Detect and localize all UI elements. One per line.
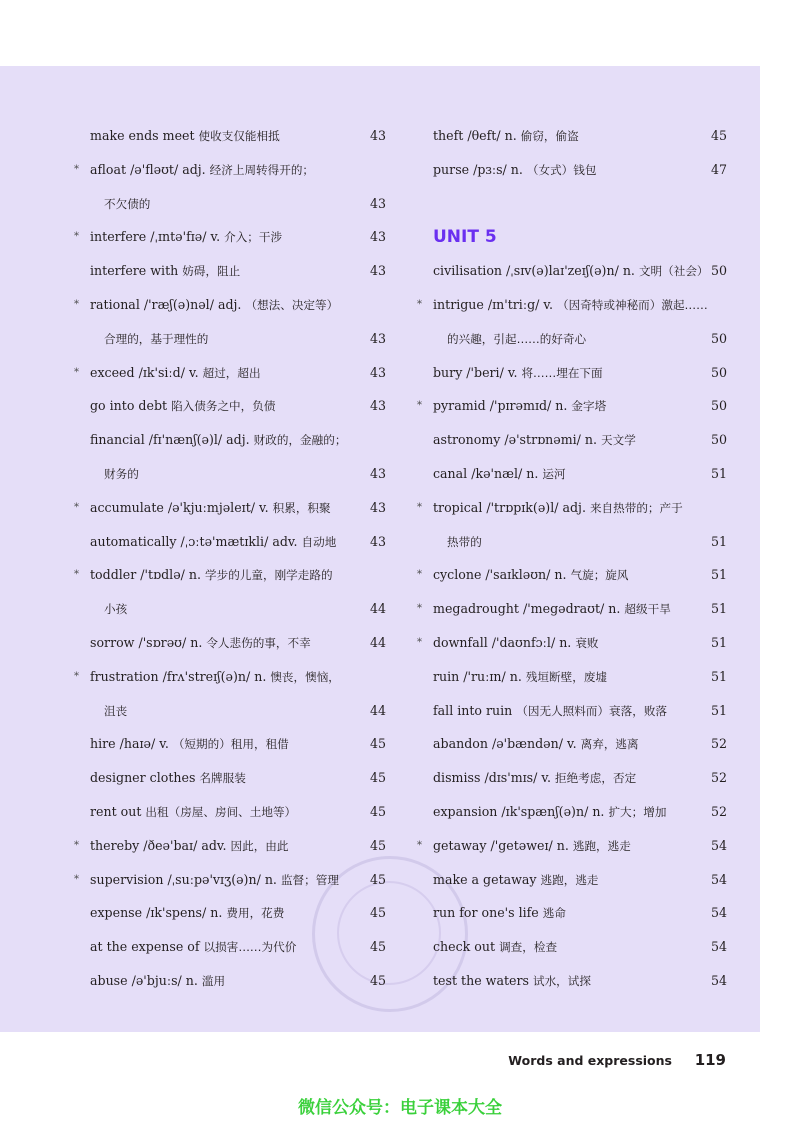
entry-english: at the expense of: [90, 939, 200, 955]
entry-chinese: 超级干旱: [624, 602, 671, 617]
entry-row: [407, 525, 727, 559]
entry-english: supervision /ˌsuːpə'vɪʒ(ə)n/ n.: [90, 871, 277, 887]
entry-page: 45: [369, 973, 386, 988]
entry-chinese: 天文学: [601, 433, 636, 448]
key-word-star-icon: *: [74, 839, 79, 851]
entry-chinese: 财政的，金融的；: [253, 433, 347, 448]
entry-chinese: （因奇特或神秘而）激起……: [557, 298, 708, 312]
entry-chinese: 出租（房屋、房间、土地等）: [145, 805, 297, 819]
entry-english: downfall /'daʊnfɔːl/ n.: [433, 635, 572, 650]
entry-english: dismiss /dɪs'mɪs/ v.: [433, 770, 552, 786]
entry-row: [407, 491, 727, 525]
entry-row: [64, 626, 386, 660]
entry-page: 43: [369, 330, 386, 346]
entry-english: abuse /ə'bjuːs/ n.: [90, 973, 198, 988]
entry-page: 50: [710, 398, 727, 414]
entry-page: 43: [369, 128, 386, 143]
entry-row: [407, 356, 727, 390]
entry-page: 45: [369, 905, 386, 921]
entry-chinese: 小孩: [104, 602, 128, 617]
entry-chinese: 文明（社会）: [638, 264, 709, 279]
entry-english: afloat /ə'fləʊt/ adj.: [90, 161, 206, 177]
entry-page: 54: [710, 837, 727, 853]
entry-english: megadrought /'megədraʊt/ n.: [433, 601, 621, 617]
footer-title: Words and expressions: [508, 1053, 672, 1068]
entry-row: [407, 829, 727, 863]
entry-chinese: 合理的，基于理性的: [104, 331, 209, 346]
key-word-star-icon: *: [417, 501, 422, 513]
entry-chinese: 调查，检查: [499, 940, 558, 955]
entry-english: astronomy /ə'strɒnəmi/ n.: [433, 432, 598, 448]
entry-page: 45: [710, 128, 727, 143]
entry-english: thereby /ðeə'baɪ/ adv.: [90, 837, 227, 853]
entry-english: run for one's life: [433, 905, 539, 921]
entry-row: [64, 795, 386, 829]
entry-english: fall into ruin: [433, 702, 513, 718]
entry-page: 51: [710, 466, 727, 481]
entry-chinese: 监督；管理: [280, 872, 339, 887]
entry-chinese: 妨碍，阻止: [182, 264, 241, 279]
entry-page: 45: [369, 837, 386, 853]
entry-english: hire /haɪə/ v.: [90, 736, 169, 752]
entry-chinese: 介入；干涉: [224, 230, 283, 245]
entry-page: 44: [369, 601, 386, 617]
entry-page: 50: [710, 263, 727, 279]
entry-chinese: 来自热带的；产于: [589, 500, 683, 515]
entry-chinese: 扩大；增加: [608, 805, 667, 819]
entry-english: automatically /ˌɔːtə'mætɪkli/ adv.: [90, 533, 298, 549]
entry-english: intrigue /ɪn'triːg/ v.: [433, 297, 554, 312]
entry-row: [407, 930, 727, 964]
entry-row: [64, 727, 386, 761]
unit-heading: UNIT 5: [433, 227, 497, 248]
key-word-star-icon: *: [417, 299, 422, 310]
entry-row: [64, 254, 386, 288]
entry-chinese: 衰败: [575, 636, 599, 650]
entry-chinese: 离弃，逃离: [580, 737, 639, 752]
entry-chinese: （女式）钱包: [526, 162, 597, 177]
entry-chinese: 逃跑，逃走: [540, 872, 599, 887]
entry-row: [407, 254, 727, 288]
entry-page: 45: [369, 770, 386, 786]
entry-chinese: 以损害……为代价: [203, 940, 297, 955]
entry-row: [64, 964, 386, 998]
entry-page: 43: [369, 398, 386, 414]
entry-row: [64, 491, 386, 525]
entry-row: [64, 220, 386, 254]
entry-chinese: 滥用: [201, 974, 226, 988]
entry-chinese: 懊丧，懊恼，: [270, 669, 340, 684]
entry-page: 43: [369, 229, 386, 245]
key-word-star-icon: *: [74, 299, 79, 310]
entry-row: [64, 457, 386, 491]
entry-english: exceed /ɪk'siːd/ v.: [90, 364, 199, 380]
entry-page: 50: [710, 432, 727, 448]
entry-english: bury /'beri/ v.: [433, 364, 518, 380]
entry-chinese: （短期的）租用，租借: [172, 737, 289, 752]
entry-chinese: 学步的儿童，刚学走路的: [205, 568, 333, 583]
entry-row: [64, 694, 386, 728]
entry-row: [407, 964, 727, 998]
entry-chinese: 费用，花费: [226, 906, 285, 921]
entry-row: [64, 322, 386, 356]
entry-row: [64, 896, 386, 930]
entry-page: 54: [710, 973, 727, 988]
entry-page: 47: [710, 161, 727, 177]
entry-row: [64, 660, 386, 694]
entry-page: 52: [710, 736, 727, 752]
entry-page: 51: [710, 635, 727, 650]
entry-chinese: 偷窃，偷盗: [520, 129, 579, 143]
entry-chinese: 气旋；旋风: [570, 568, 629, 583]
entry-row: [64, 423, 386, 457]
entry-row: [407, 288, 727, 322]
entry-row: [407, 592, 727, 626]
entry-row: [64, 187, 386, 221]
entry-page: 54: [710, 905, 727, 921]
entry-english: theft /θeft/ n.: [433, 128, 517, 143]
entry-chinese: 热带的: [447, 534, 482, 549]
key-word-star-icon: *: [74, 873, 79, 885]
entry-row: [407, 558, 727, 592]
entry-page: 43: [369, 466, 386, 481]
entry-chinese: 因此，由此: [230, 838, 289, 853]
entry-row: [64, 558, 386, 592]
entry-english: rational /'ræʃ(ə)nəl/ adj.: [90, 297, 242, 312]
entry-chinese: 超过，超出: [202, 365, 261, 380]
entry-english: rent out: [90, 804, 142, 819]
entry-chinese: 陷入债务之中，负债: [171, 399, 276, 414]
entry-english: sorrow /'sɒrəʊ/ n.: [90, 635, 203, 650]
entry-page: 54: [710, 939, 727, 955]
entry-row: [64, 592, 386, 626]
entry-row: [64, 119, 386, 153]
entry-english: expense /ɪk'spens/ n.: [90, 905, 223, 921]
entry-page: 45: [369, 871, 386, 887]
entry-row: [407, 389, 727, 423]
key-word-star-icon: *: [417, 569, 422, 581]
entry-english: go into debt: [90, 398, 168, 414]
entry-english: cyclone /'saɪkləʊn/ n.: [433, 567, 567, 583]
entry-row: [407, 322, 727, 356]
entry-chinese: 的兴趣，引起……的好奇心: [447, 331, 587, 346]
entry-chinese: 试水，试探: [532, 974, 591, 988]
entry-chinese: 残垣断壁，废墟: [525, 669, 608, 684]
key-word-star-icon: *: [74, 501, 79, 513]
entry-english: make ends meet: [90, 128, 195, 143]
entry-row: [64, 356, 386, 390]
entry-row: [64, 288, 386, 322]
entry-page: 51: [710, 702, 727, 718]
entry-page: 43: [369, 499, 386, 515]
entry-row: [407, 896, 727, 930]
entry-row: [407, 761, 727, 795]
key-word-star-icon: *: [74, 569, 79, 581]
entry-row: [64, 863, 386, 897]
entry-row: [64, 525, 386, 559]
entry-chinese: 使收支仅能相抵: [198, 129, 280, 143]
entry-english: designer clothes: [90, 770, 196, 786]
entry-english: tropical /'trɒpɪk(ə)l/ adj.: [433, 499, 586, 515]
entry-chinese: 令人悲伤的事，不幸: [206, 636, 311, 650]
entry-page: 51: [710, 533, 727, 549]
entry-row: [64, 761, 386, 795]
entry-page: 50: [710, 364, 727, 380]
entry-row: [407, 727, 727, 761]
entry-english: canal /kə'næl/ n.: [433, 466, 539, 481]
entry-page: 51: [710, 567, 727, 583]
entry-row: [407, 863, 727, 897]
entry-row: [407, 119, 727, 153]
entry-chinese: 逃命: [542, 906, 566, 921]
entry-page: 43: [369, 364, 386, 380]
key-word-star-icon: *: [417, 839, 422, 851]
entry-page: 43: [369, 533, 386, 549]
entry-english: interfere with: [90, 263, 179, 279]
entry-page: 44: [369, 635, 386, 650]
key-word-star-icon: *: [74, 163, 79, 175]
entry-chinese: 逃跑，逃走: [572, 838, 631, 853]
key-word-star-icon: *: [417, 400, 422, 412]
entry-page: 54: [710, 871, 727, 887]
entry-english: make a getaway: [433, 871, 537, 887]
entry-chinese: 财务的: [104, 467, 139, 481]
entry-row: [407, 457, 727, 491]
entry-page: 52: [710, 770, 727, 786]
entry-english: financial /fɪ'nænʃ(ə)l/ adj.: [90, 432, 250, 448]
entry-english: expansion /ɪk'spænʃ(ə)n/ n.: [433, 804, 605, 819]
entry-page: 45: [369, 736, 386, 752]
key-word-star-icon: *: [74, 670, 79, 682]
entry-chinese: 不欠债的: [104, 196, 151, 211]
entry-page: 45: [369, 939, 386, 955]
entry-chinese: 拒绝考虑，否定: [555, 771, 637, 786]
key-word-star-icon: *: [417, 637, 422, 648]
entry-row: [64, 389, 386, 423]
entry-page: 45: [369, 804, 386, 819]
entry-chinese: 自动地: [301, 534, 337, 549]
key-word-star-icon: *: [74, 366, 79, 378]
entry-row: [407, 694, 727, 728]
entry-page: 50: [710, 330, 727, 346]
entry-chinese: （因无人照料而）衰落，败落: [516, 703, 668, 718]
entry-english: abandon /ə'bændən/ v.: [433, 736, 577, 752]
entry-row: [64, 930, 386, 964]
entry-chinese: 积累，积聚: [272, 500, 331, 515]
entry-chinese: 经济上周转得开的；: [209, 162, 315, 177]
entry-page: 52: [710, 804, 727, 819]
entry-chinese: 金字塔: [571, 399, 607, 414]
entry-page: 51: [710, 601, 727, 617]
entry-english: frustration /frʌ'streɪʃ(ə)n/ n.: [90, 668, 267, 684]
entry-english: getaway /'getəweɪ/ n.: [433, 837, 569, 853]
entry-page: 51: [710, 668, 727, 684]
key-word-star-icon: *: [74, 231, 79, 243]
entry-row: [64, 153, 386, 187]
entry-chinese: 沮丧: [104, 703, 128, 718]
entry-english: interfere /ˌɪntə'fɪə/ v.: [90, 229, 221, 245]
entry-page: 44: [369, 702, 386, 718]
word-list-panel: [0, 66, 760, 1032]
entry-english: test the waters: [433, 973, 529, 988]
entry-row: [407, 423, 727, 457]
entry-row: [64, 829, 386, 863]
entry-page: 43: [369, 263, 386, 279]
entry-chinese: 运河: [542, 467, 566, 481]
bottom-note: 微信公众号：电子课本大全: [298, 1098, 502, 1118]
entry-english: civilisation /ˌsɪv(ə)laɪ'zeɪʃ(ə)n/ n.: [433, 263, 635, 279]
entry-page: 43: [369, 195, 386, 211]
entry-chinese: 名牌服装: [199, 771, 246, 786]
entry-row: [407, 660, 727, 694]
entry-english: ruin /'ruːɪn/ n.: [433, 668, 522, 684]
entry-row: [407, 626, 727, 660]
entry-english: check out: [433, 939, 496, 955]
entry-chinese: （想法、决定等）: [245, 298, 339, 312]
entry-row: [407, 795, 727, 829]
page-number: 119: [694, 1051, 726, 1069]
key-word-star-icon: *: [417, 603, 422, 615]
entry-chinese: 将……埋在下面: [521, 365, 603, 380]
entry-row: [407, 153, 727, 187]
entry-english: accumulate /ə'kjuːmjəleɪt/ v.: [90, 499, 269, 515]
entry-english: purse /pɜːs/ n.: [433, 161, 523, 177]
entry-english: toddler /'tɒdlə/ n.: [90, 567, 202, 583]
entry-english: pyramid /'pɪrəmɪd/ n.: [433, 398, 568, 414]
